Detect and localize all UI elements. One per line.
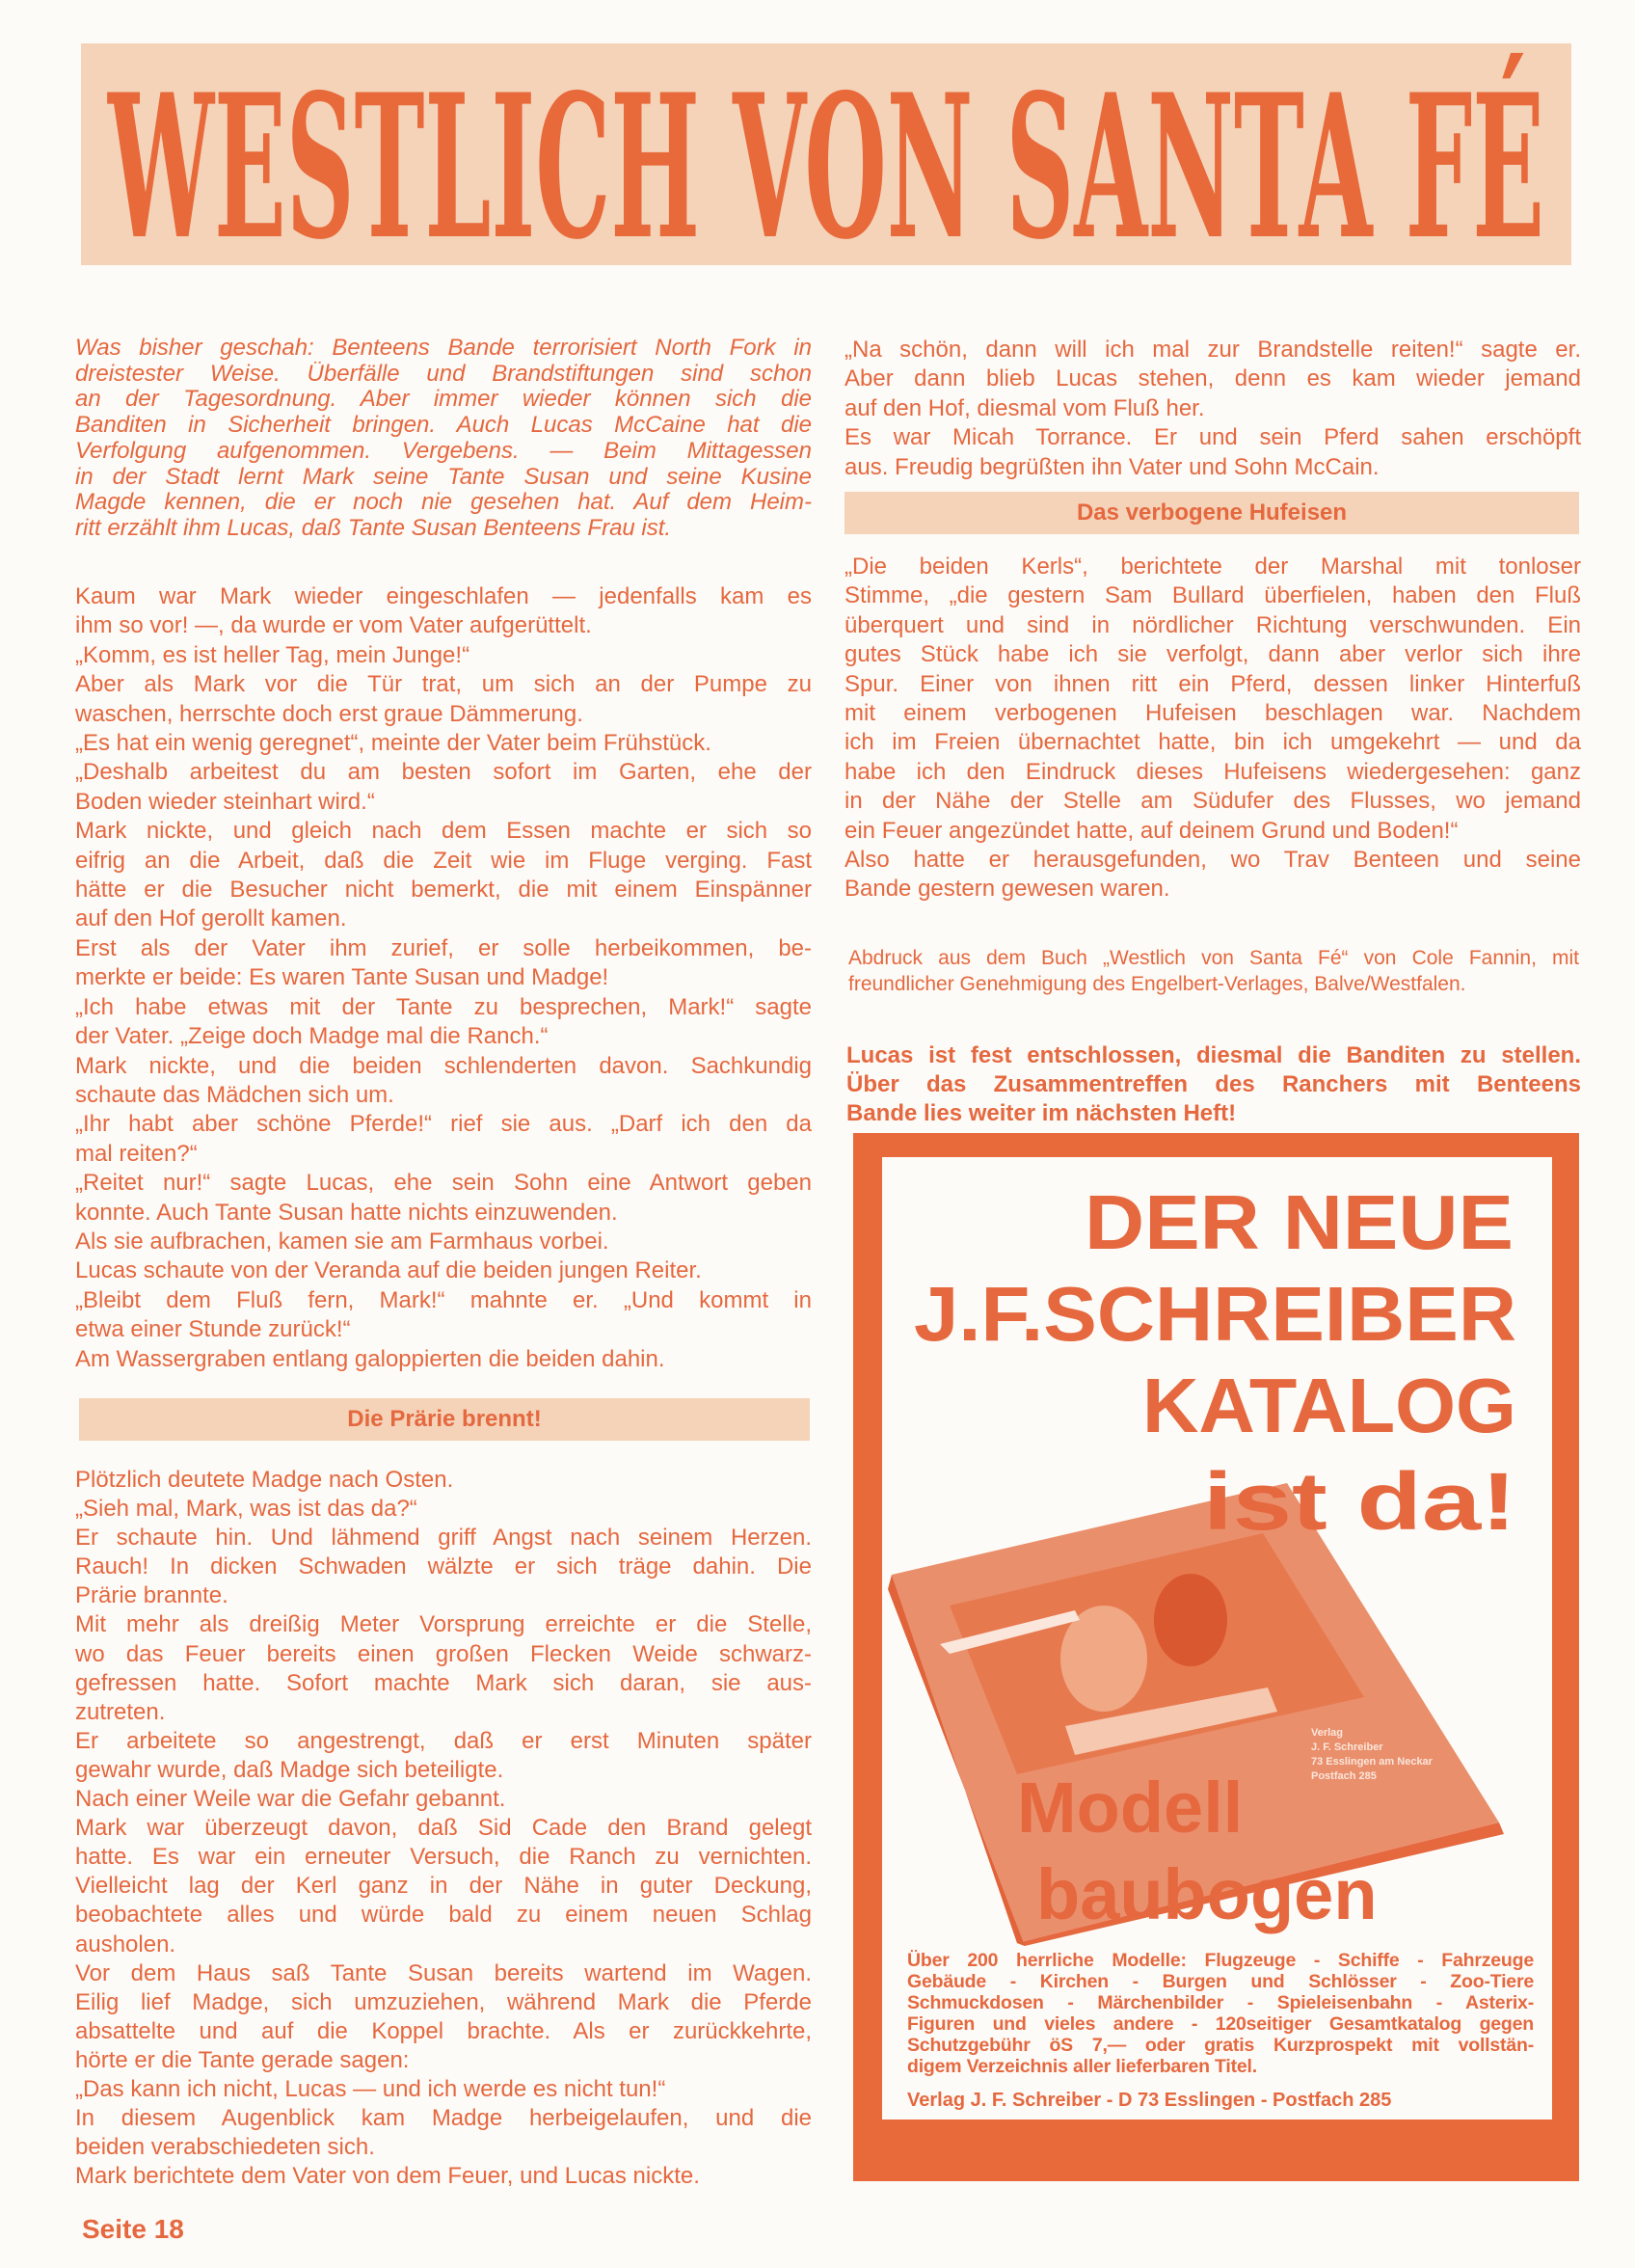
text-line: Erst als der Vater ihm zurief, er solle herbeikommen, be- xyxy=(75,934,812,961)
text-line: Mark berichtete dem Vater von dem Feuer, und Lucas nickte. xyxy=(75,2163,700,2190)
reprint-credit xyxy=(848,945,1579,997)
section-heading-hufeisen: Das verbogene Hufeisen xyxy=(844,492,1579,534)
text-line: Stimme, „die gestern Sam Bullard überfielen, haben den Fluß xyxy=(844,582,1581,609)
text-line: konnte. Auch Tante Susan hatte nichts einzuwenden. xyxy=(75,1199,618,1226)
text-line: gefressen hatte. Sofort machte Mark sich daran, sie aus- xyxy=(75,1669,812,1696)
text-line: Es war Micah Torrance. Er und sein Pferd sahen erschöpft xyxy=(844,424,1581,451)
book-title-2: baubogen xyxy=(1036,1854,1378,1934)
text-line: Vielleicht lag der Kerl ganz in der Nähe in guter Deckung, xyxy=(75,1873,812,1900)
text-line: eifrig an die Arbeit, daß die Zeit wie im Fluge verging. Fast xyxy=(75,847,812,874)
text-line: Am Wassergraben entlang galoppierten die beiden dahin. xyxy=(75,1345,665,1372)
text-line: Er arbeitete so angestrengt, daß er erst Minuten später xyxy=(75,1727,812,1754)
text-line: Rauch! In dicken Schwaden wälzte er sich träge dahin. Die xyxy=(75,1553,812,1580)
text-line: „Die beiden Kerls“, berichtete der Marshal mit tonloser xyxy=(844,554,1581,580)
text-line: In diesem Augenblick kam Madge herbeigelaufen, und die xyxy=(75,2105,812,2132)
text-line: Gebäude - Kirchen - Burgen und Schlösser - Zoo-Tiere xyxy=(907,1971,1534,1992)
story-summary xyxy=(75,336,812,542)
text-line: Eilig lief Madge, sich umzuziehen, während Mark die Pferde xyxy=(75,1988,812,2015)
text-line: „Deshalb arbeitest du am besten sofort im Garten, ehe der xyxy=(75,759,812,786)
text-line: Mit mehr als dreißig Meter Vorsprung erreichte er die Stelle, xyxy=(75,1611,812,1638)
text-line: Über 200 herrliche Modelle: Flugzeuge - Schiffe - Fahrzeuge xyxy=(907,1950,1534,1971)
text-line: in der Nähe der Stelle am Südufer des Flusses, wo jemand xyxy=(844,788,1581,815)
text-line: waschen, herrschte doch erst graue Dämmerung. xyxy=(75,700,583,727)
text-line: ich im Freien übernachtet hatte, bin ich umgekehrt — und da xyxy=(844,729,1581,756)
book-imprint-line: Postfach 285 xyxy=(1311,1770,1377,1782)
ad-description xyxy=(907,1950,1534,2077)
text-line: Plötzlich deutete Madge nach Osten. xyxy=(75,1467,454,1493)
title-lettering xyxy=(81,43,1571,265)
text-line: ausholen. xyxy=(75,1930,176,1958)
text-line: Kaum war Mark wieder eingeschlafen — jedenfalls kam es xyxy=(75,583,812,609)
text-line: mal reiten?“ xyxy=(75,1140,198,1167)
text-line: Nach einer Weile war die Gefahr gebannt. xyxy=(75,1786,506,1813)
text-line: Also hatte er herausgefunden, wo Trav Benteen und seine xyxy=(844,847,1581,874)
text-line: hörte er die Tante gerade sagen: xyxy=(75,2046,410,2073)
text-line: an der Tagesordnung. Aber immer wieder können sich die xyxy=(75,387,812,413)
text-line: in der Stadt lernt Mark seine Tante Susan und seine Kusine xyxy=(75,464,812,490)
text-line: Aber als Mark vor die Tür trat, um sich an der Pumpe zu xyxy=(75,671,812,698)
book-imprint-line: J. F. Schreiber xyxy=(1311,1742,1383,1753)
text-line: gutes Stück habe ich sie verfolgt, dann aber verlor sich ihre xyxy=(844,641,1581,668)
text-line: zutreten. xyxy=(75,1698,166,1725)
text-line: Abdruck aus dem Buch „Westlich von Santa Fé“ von Cole Fannin, mit xyxy=(848,947,1579,969)
text-line: überquert und sind in nördlicher Richtung verschwunden. Ein xyxy=(844,611,1581,638)
ad-headline-4: ist da! xyxy=(1203,1456,1516,1547)
story-text-part-2 xyxy=(75,1466,812,2191)
ad-artwork xyxy=(882,1157,1552,1948)
text-line: Mark nickte, und gleich nach dem Essen machte er sich so xyxy=(75,818,812,845)
text-line: wo das Feuer bereits einen großen Flecken Weide schwarz- xyxy=(75,1640,812,1667)
text-line: Figuren und vieles andere - 120seitiger Gesamtkatalog gegen xyxy=(907,2013,1534,2035)
text-line: Aber dann blieb Lucas stehen, denn es kam wieder jemand xyxy=(844,365,1581,392)
text-line: Boden wieder steinhart wird.“ xyxy=(75,788,375,815)
title-banner xyxy=(81,43,1571,265)
text-line: hatte. Es war ein erneuter Versuch, die Ranch zu vernichten. xyxy=(75,1844,812,1871)
text-line: habe ich den Eindruck dieses Hufeisens wiedergesehen: ganz xyxy=(844,758,1581,785)
story-text-part-4 xyxy=(844,553,1581,904)
text-line: etwa einer Stunde zurück!“ xyxy=(75,1316,351,1343)
text-line: Schutzgebühr öS 7,— oder gratis Kurzprospekt mit vollstän- xyxy=(907,2035,1534,2056)
catalog-advertisement xyxy=(853,1133,1579,2181)
text-line: Als sie aufbrachen, kamen sie am Farmhaus vorbei. xyxy=(75,1228,609,1255)
text-line: Mark war überzeugt davon, daß Sid Cade den Brand gelegt xyxy=(75,1815,812,1842)
text-line: Spur. Einer von ihnen ritt ein Pferd, dessen linker Hinterfuß xyxy=(844,670,1581,697)
story-text-part-1 xyxy=(75,582,812,1374)
text-line: aus. Freudig begrüßten ihn Vater und Sohn McCain. xyxy=(844,453,1380,480)
cover-photo-person xyxy=(1154,1574,1227,1666)
text-line: Prärie brannte. xyxy=(75,1582,228,1609)
book-imprint-line: Verlag xyxy=(1311,1727,1344,1739)
text-line: auf den Hof, diesmal vom Fluß her. xyxy=(844,394,1205,421)
page-title: WESTLICH VON SANTA FÉ xyxy=(107,52,1544,265)
text-line: schaute das Mädchen sich um. xyxy=(75,1081,394,1108)
story-text-part-3 xyxy=(844,336,1581,482)
text-line: ritt erzählt ihm Lucas, daß Tante Susan Benteens Frau ist. xyxy=(75,515,672,541)
text-line: Vor dem Haus saß Tante Susan bereits wartend im Wagen. xyxy=(75,1959,812,1986)
text-line: Bande gestern gewesen waren. xyxy=(844,876,1170,903)
text-line: gewahr wurde, daß Madge sich beteiligte. xyxy=(75,1756,504,1783)
page-number: Seite 18 xyxy=(82,2214,184,2244)
text-line: mit einem verbogenen Hufeisen beschlagen war. Nachdem xyxy=(844,700,1581,727)
text-line: Mark nickte, und die beiden schlenderten davon. Sachkundig xyxy=(75,1052,812,1079)
text-line: Schmuckdosen - Märchenbilder - Spieleisenbahn - Asterix- xyxy=(907,1992,1534,2013)
book-title-1: Modell xyxy=(1017,1768,1244,1848)
text-line: Lucas ist fest entschlossen, diesmal die Banditen zu stellen. xyxy=(846,1042,1581,1068)
text-line: freundlicher Genehmigung des Engelbert-Verlages, Balve/Westfalen. xyxy=(848,973,1466,995)
section-heading-praerie: Die Prärie brennt! xyxy=(79,1398,810,1441)
next-issue-teaser xyxy=(846,1041,1581,1128)
text-line: „Sieh mal, Mark, was ist das da?“ xyxy=(75,1496,417,1523)
text-line: „Ich habe etwas mit der Tante zu besprechen, Mark!“ sagte xyxy=(75,993,812,1020)
text-line: Bande lies weiter im nächsten Heft! xyxy=(846,1100,1237,1126)
book-imprint-line: 73 Esslingen am Neckar xyxy=(1311,1756,1433,1768)
text-line: „Das kann ich nicht, Lucas — und ich werde es nicht tun!“ xyxy=(75,2075,666,2102)
text-line: beiden verabschiedeten sich. xyxy=(75,2134,375,2161)
text-line: „Bleibt dem Fluß fern, Mark!“ mahnte er. „Und kommt in xyxy=(75,1286,812,1313)
text-line: Über das Zusammentreffen des Ranchers mit Benteens xyxy=(846,1071,1581,1097)
text-line: auf den Hof gerollt kamen. xyxy=(75,905,347,932)
text-line: hätte er die Besucher nicht bemerkt, die mit einem Einspänner xyxy=(75,877,812,904)
ad-headline-3: KATALOG xyxy=(1142,1363,1516,1448)
text-line: „Komm, es ist heller Tag, mein Junge!“ xyxy=(75,641,470,668)
text-line: „Reitet nur!“ sagte Lucas, ehe sein Sohn eine Antwort geben xyxy=(75,1170,812,1197)
text-line: absattelte und auf die Koppel brachte. Als er zurückkehrte, xyxy=(75,2017,812,2044)
text-line: Banditen in Sicherheit bringen. Auch Lucas McCaine hat die xyxy=(75,413,812,439)
text-line: Er schaute hin. Und lähmend griff Angst nach seinem Herzen. xyxy=(75,1525,812,1552)
text-line: „Ihr habt aber schöne Pferde!“ rief sie aus. „Darf ich den da xyxy=(75,1111,812,1138)
text-line: Lucas schaute von der Veranda auf die beiden jungen Reiter. xyxy=(75,1257,702,1284)
text-line: ein Feuer angezündet hatte, auf deinem Grund und Boden!“ xyxy=(844,817,1459,844)
text-line: Magde kennen, die er noch nie gesehen hat. Auf dem Heim- xyxy=(75,490,812,516)
text-line: merkte er beide: Es waren Tante Susan und Madge! xyxy=(75,964,609,991)
text-line: ihm so vor! —, da wurde er vom Vater aufgerüttelt. xyxy=(75,612,592,639)
text-line: „Na schön, dann will ich mal zur Brandstelle reiten!“ sagte er. xyxy=(844,337,1581,363)
text-line: Was bisher geschah: Benteens Bande terrorisiert North Fork in xyxy=(75,336,812,361)
text-line: dreistester Weise. Überfälle und Brandstiftungen sind schon xyxy=(75,361,812,387)
text-line: Verfolgung aufgenommen. Vergebens. — Beim Mittagessen xyxy=(75,438,812,464)
text-line: der Vater. „Zeige doch Madge mal die Ranch.“ xyxy=(75,1023,549,1050)
ad-headline-2: J.F.SCHREIBER xyxy=(914,1271,1516,1357)
text-line: „Es hat ein wenig geregnet“, meinte der Vater beim Frühstück. xyxy=(75,730,711,757)
text-line: digem Verzeichnis aller lieferbaren Titel. xyxy=(907,2056,1257,2077)
ad-content xyxy=(882,1157,1552,2120)
ad-publisher-address: Verlag J. F. Schreiber - D 73 Esslingen - Postfach 285 xyxy=(907,2090,1392,2111)
ad-headline-1: DER NEUE xyxy=(1085,1179,1514,1265)
text-line: beobachtete alles und würde bald zu einem neuen Schlag xyxy=(75,1902,812,1929)
